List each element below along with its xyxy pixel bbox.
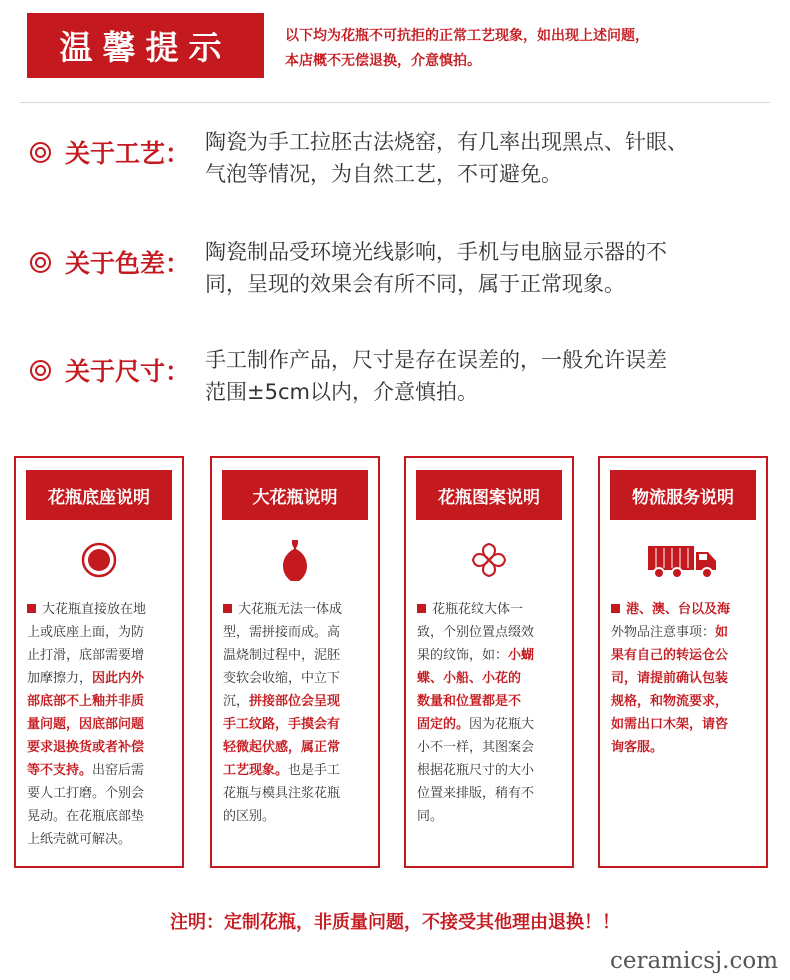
card-line — [27, 598, 175, 621]
card-vase — [210, 456, 380, 868]
card-line — [611, 667, 759, 690]
card-text: 果的纹饰，如： — [417, 648, 509, 663]
card-text: 因为花瓶大 — [469, 717, 535, 732]
card-text: 外物品注意事项： — [611, 625, 716, 640]
card-title: 花瓶底座说明 — [26, 470, 172, 520]
card-line — [27, 736, 175, 759]
card-title: 物流服务说明 — [610, 470, 756, 520]
card-line — [27, 621, 175, 644]
card-text: 司，请提前确认包装 — [611, 671, 729, 686]
section-line: 手工制作产品，尺寸是存在误差的，一般允许误差 — [205, 348, 667, 372]
card-text: 固定的。 — [417, 717, 470, 732]
card-text: 港、澳、台以及海 — [626, 602, 731, 617]
card-line — [223, 805, 371, 828]
card-text: 温烧制过程中，泥胚 — [223, 648, 341, 663]
section-heading — [30, 244, 190, 280]
card-line — [223, 621, 371, 644]
card-text: 同。 — [417, 809, 444, 824]
card-body — [611, 598, 759, 759]
card-text: 上或底座上面，为防 — [27, 625, 145, 640]
card-text: 花瓶与模具注浆花瓶 — [223, 786, 341, 801]
card-line — [611, 736, 759, 759]
square-bullet-icon — [417, 604, 426, 613]
card-title: 大花瓶说明 — [222, 470, 368, 520]
card-title: 花瓶图案说明 — [416, 470, 562, 520]
card-text: 晃动。在花瓶底部垫 — [27, 809, 145, 824]
card-line — [223, 713, 371, 736]
base-disc-icon — [81, 542, 117, 582]
card-text: 小不一样，其图案会 — [417, 740, 535, 755]
card-line — [27, 759, 175, 782]
card-text: 沉， — [223, 694, 250, 709]
card-text: 如需出口木架，请咨 — [611, 717, 729, 732]
card-text: 大花瓶无法一体成 — [238, 602, 343, 617]
card-line — [417, 644, 565, 667]
card-text: 工艺现象。 — [223, 763, 289, 778]
card-text: 如 — [715, 625, 729, 640]
card-text: 部底部不上釉并非质 — [27, 694, 145, 709]
card-text: 询客服。 — [611, 740, 664, 755]
card-line — [223, 759, 371, 782]
card-text: 根据花瓶尺寸的大小 — [417, 763, 535, 778]
section-line: 同，呈现的效果会有所不同，属于正常现象。 — [205, 272, 625, 296]
card-logistics — [598, 456, 768, 868]
card-line — [611, 644, 759, 667]
card-line — [27, 644, 175, 667]
section-heading — [30, 352, 190, 388]
card-text: 因此内外 — [92, 671, 145, 686]
card-text: 大花瓶直接放在地 — [42, 602, 147, 617]
card-pattern — [404, 456, 574, 868]
card-text: 拼接部位会呈现 — [249, 694, 341, 709]
card-line — [417, 805, 565, 828]
card-text: 的区别。 — [223, 809, 276, 824]
card-line — [417, 598, 565, 621]
card-text: 要人工打磨。个别会 — [27, 786, 145, 801]
divider — [20, 102, 770, 103]
card-line — [27, 667, 175, 690]
header-title: 温馨提示 — [27, 13, 264, 78]
card-text: 也是手工 — [288, 763, 341, 778]
card-text: 致，个别位置点缀效 — [417, 625, 535, 640]
card-line — [417, 667, 565, 690]
card-body — [417, 598, 565, 828]
section-line: 陶瓷为手工拉胚古法烧窑，有几率出现黑点、针眼、 — [205, 130, 688, 154]
truck-icon — [647, 544, 719, 584]
header-note-line: 以下均为花瓶不可抗拒的正常工艺现象，如出现上述问题， — [285, 28, 649, 44]
card-body — [27, 598, 175, 851]
double-circle-icon — [30, 360, 51, 381]
section-text — [205, 236, 765, 300]
card-text: 出窑后需 — [92, 763, 145, 778]
card-line — [417, 759, 565, 782]
section-title: 关于色差： — [65, 249, 191, 278]
watermark: ceramicsj.com — [609, 948, 778, 974]
header-note-line: 本店概不无偿退换，介意慎拍。 — [285, 53, 481, 69]
card-line — [417, 621, 565, 644]
flower-pattern-icon — [471, 542, 507, 582]
section-line: 范围±5cm以内，介意慎拍。 — [205, 380, 478, 404]
vase-icon — [280, 538, 310, 586]
card-line — [611, 621, 759, 644]
card-line — [27, 713, 175, 736]
section-title: 关于尺寸： — [65, 357, 191, 386]
card-text: 蝶、小船、小花的 — [417, 671, 522, 686]
double-circle-icon — [30, 142, 51, 163]
double-circle-icon — [30, 252, 51, 273]
card-text: 小蝴 — [508, 648, 535, 663]
section-heading — [30, 134, 190, 170]
card-line — [417, 690, 565, 713]
card-line — [611, 690, 759, 713]
card-text: 规格，和物流要求， — [611, 694, 729, 709]
section-text — [205, 126, 765, 190]
card-text: 果有自己的转运仓公 — [611, 648, 729, 663]
section-title: 关于工艺： — [65, 139, 191, 168]
square-bullet-icon — [223, 604, 232, 613]
card-line — [27, 782, 175, 805]
card-line — [223, 667, 371, 690]
card-text: 要求退换货或者补偿 — [27, 740, 145, 755]
card-text: 型，需拼接而成。高 — [223, 625, 341, 640]
card-text: 量问题，因底部问题 — [27, 717, 145, 732]
section-line: 气泡等情况，为自然工艺，不可避免。 — [205, 162, 562, 186]
card-line — [417, 713, 565, 736]
card-line — [223, 644, 371, 667]
card-line — [223, 598, 371, 621]
card-text: 轻微起伏感，属正常 — [223, 740, 341, 755]
card-line — [417, 736, 565, 759]
header-note — [285, 24, 785, 74]
card-line — [417, 782, 565, 805]
section-line: 陶瓷制品受环境光线影响，手机与电脑显示器的不 — [205, 240, 667, 264]
section-text — [205, 344, 765, 408]
card-text: 花瓶花纹大体一 — [432, 602, 524, 617]
card-line — [223, 690, 371, 713]
card-line — [223, 782, 371, 805]
square-bullet-icon — [611, 604, 620, 613]
card-text: 上纸壳就可解决。 — [27, 832, 132, 847]
card-text: 加摩擦力， — [27, 671, 93, 686]
card-line — [27, 805, 175, 828]
card-text: 数量和位置都是不 — [417, 694, 522, 709]
card-text: 等不支持。 — [27, 763, 93, 778]
card-text: 手工纹路，手摸会有 — [223, 717, 341, 732]
card-line — [27, 828, 175, 851]
card-text: 位置来排版，稍有不 — [417, 786, 535, 801]
card-body — [223, 598, 371, 828]
card-base — [14, 456, 184, 868]
card-line — [611, 713, 759, 736]
card-line — [27, 690, 175, 713]
card-text: 变软会收缩，中立下 — [223, 671, 341, 686]
card-line — [611, 598, 759, 621]
card-text: 止打滑，底部需要增 — [27, 648, 145, 663]
square-bullet-icon — [27, 604, 36, 613]
card-line — [223, 736, 371, 759]
footer-note: 注明：定制花瓶，非质量问题，不接受其他理由退换！！ — [170, 912, 620, 933]
